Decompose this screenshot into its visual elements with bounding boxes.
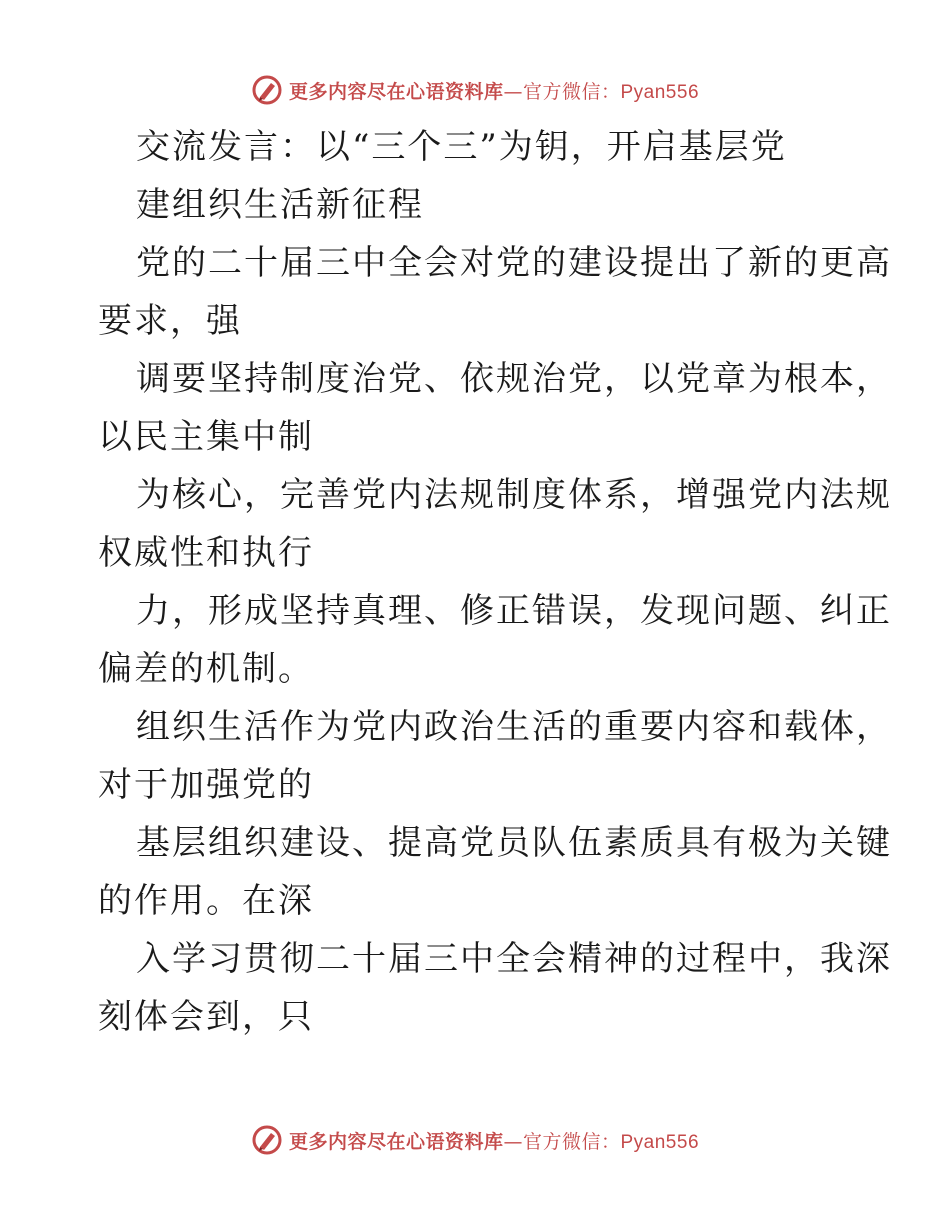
text-line: 以民主集中制	[98, 417, 314, 457]
footer-watermark	[0, 1120, 950, 1160]
text-line: 刻体会到，只	[98, 997, 314, 1037]
text-line: 对于加强党的	[98, 765, 314, 805]
text-line: 建组织生活新征程	[136, 185, 424, 225]
text-line: 偏差的机制。	[98, 649, 314, 689]
watermark-text: 更多内容尽在心语资料库—官方微信：Pyan556	[288, 80, 700, 103]
watermark-text: 更多内容尽在心语资料库—官方微信：Pyan556	[288, 1130, 700, 1153]
header-watermark	[0, 70, 950, 110]
text-line: 的作用。在深	[98, 881, 314, 921]
text-line: 入学习贯彻二十届三中全会精神的过程中，我深	[136, 939, 892, 979]
text-line: 要求，强	[98, 301, 242, 341]
text-line: 交流发言：以“三个三”为钥，开启基层党	[136, 127, 787, 167]
text-line: 权威性和执行	[98, 533, 314, 573]
pen-logo-icon	[251, 74, 283, 106]
text-line: 力，形成坚持真理、修正错误，发现问题、纠正	[136, 591, 892, 631]
text-line: 调要坚持制度治党、依规治党，以党章为根本，	[136, 359, 892, 399]
text-line: 基层组织建设、提高党员队伍素质具有极为关键	[136, 823, 892, 863]
document-body	[98, 118, 892, 1046]
pen-logo-icon	[251, 1124, 283, 1156]
text-line: 组织生活作为党内政治生活的重要内容和载体，	[136, 707, 892, 747]
text-line: 党的二十届三中全会对党的建设提出了新的更高	[136, 243, 892, 283]
text-line: 为核心，完善党内法规制度体系，增强党内法规	[136, 475, 892, 515]
